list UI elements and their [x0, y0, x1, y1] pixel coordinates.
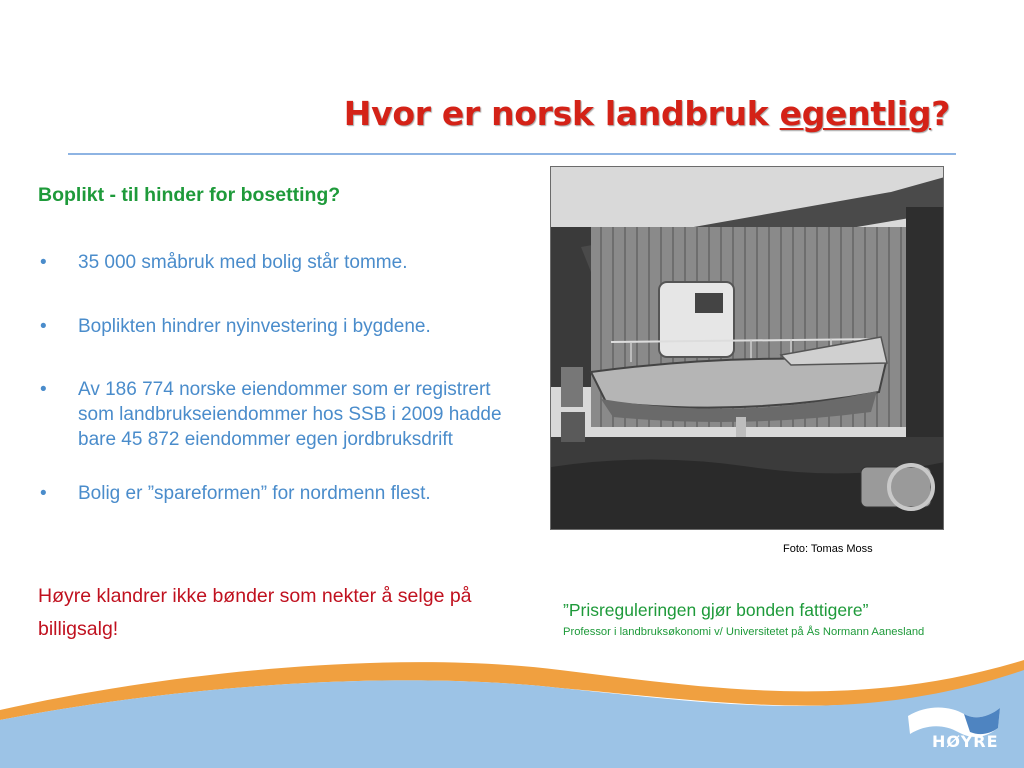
bullet-list [38, 250, 518, 506]
boat-photo-illustration [551, 167, 944, 530]
subheading: Boplikt - til hinder for bosetting? [38, 184, 341, 206]
logo-text: HØYRE [932, 732, 999, 751]
bullet-marker: • [40, 316, 47, 337]
bullet-text: Bolig er ”spareformen” for nordmenn flest. [78, 483, 431, 504]
slide-title [0, 94, 950, 133]
bullet-marker: • [40, 379, 47, 400]
bullet-text: Av 186 774 norske eiendommer som er registrert som landbrukseiendommer hos SSB i 2009 hadde bare 45 872 eiendommer egen jordbruksdrift [78, 379, 502, 450]
bullet-marker: • [40, 252, 47, 273]
title-end: ? [931, 94, 950, 133]
conclusion-text: Høyre klandrer ikke bønder som nekter å selge på billigsalg! [38, 585, 472, 640]
bullet-item [38, 481, 518, 506]
bullet-item [38, 314, 518, 339]
bullet-text: 35 000 småbruk med bolig står tomme. [78, 252, 408, 273]
bullet-text: Boplikten hindrer nyinvestering i bygdene. [78, 316, 431, 337]
title-main: Hvor er norsk landbruk [343, 94, 780, 133]
title-underlined-word: egentlig [779, 94, 932, 133]
bullet-item [38, 250, 518, 275]
bullet-marker: • [40, 483, 47, 504]
boat-photo [550, 166, 944, 530]
footer-wave [0, 640, 1024, 768]
title-divider [68, 153, 956, 155]
quote-text: ”Prisreguleringen gjør bonden fattigere” [563, 600, 869, 620]
photo-credit: Foto: Tomas Moss [783, 543, 873, 555]
bullet-item [38, 377, 518, 452]
quote-attribution: Professor i landbruksøkonomi v/ Universitetet på Ås Normann Aanesland [563, 626, 925, 638]
